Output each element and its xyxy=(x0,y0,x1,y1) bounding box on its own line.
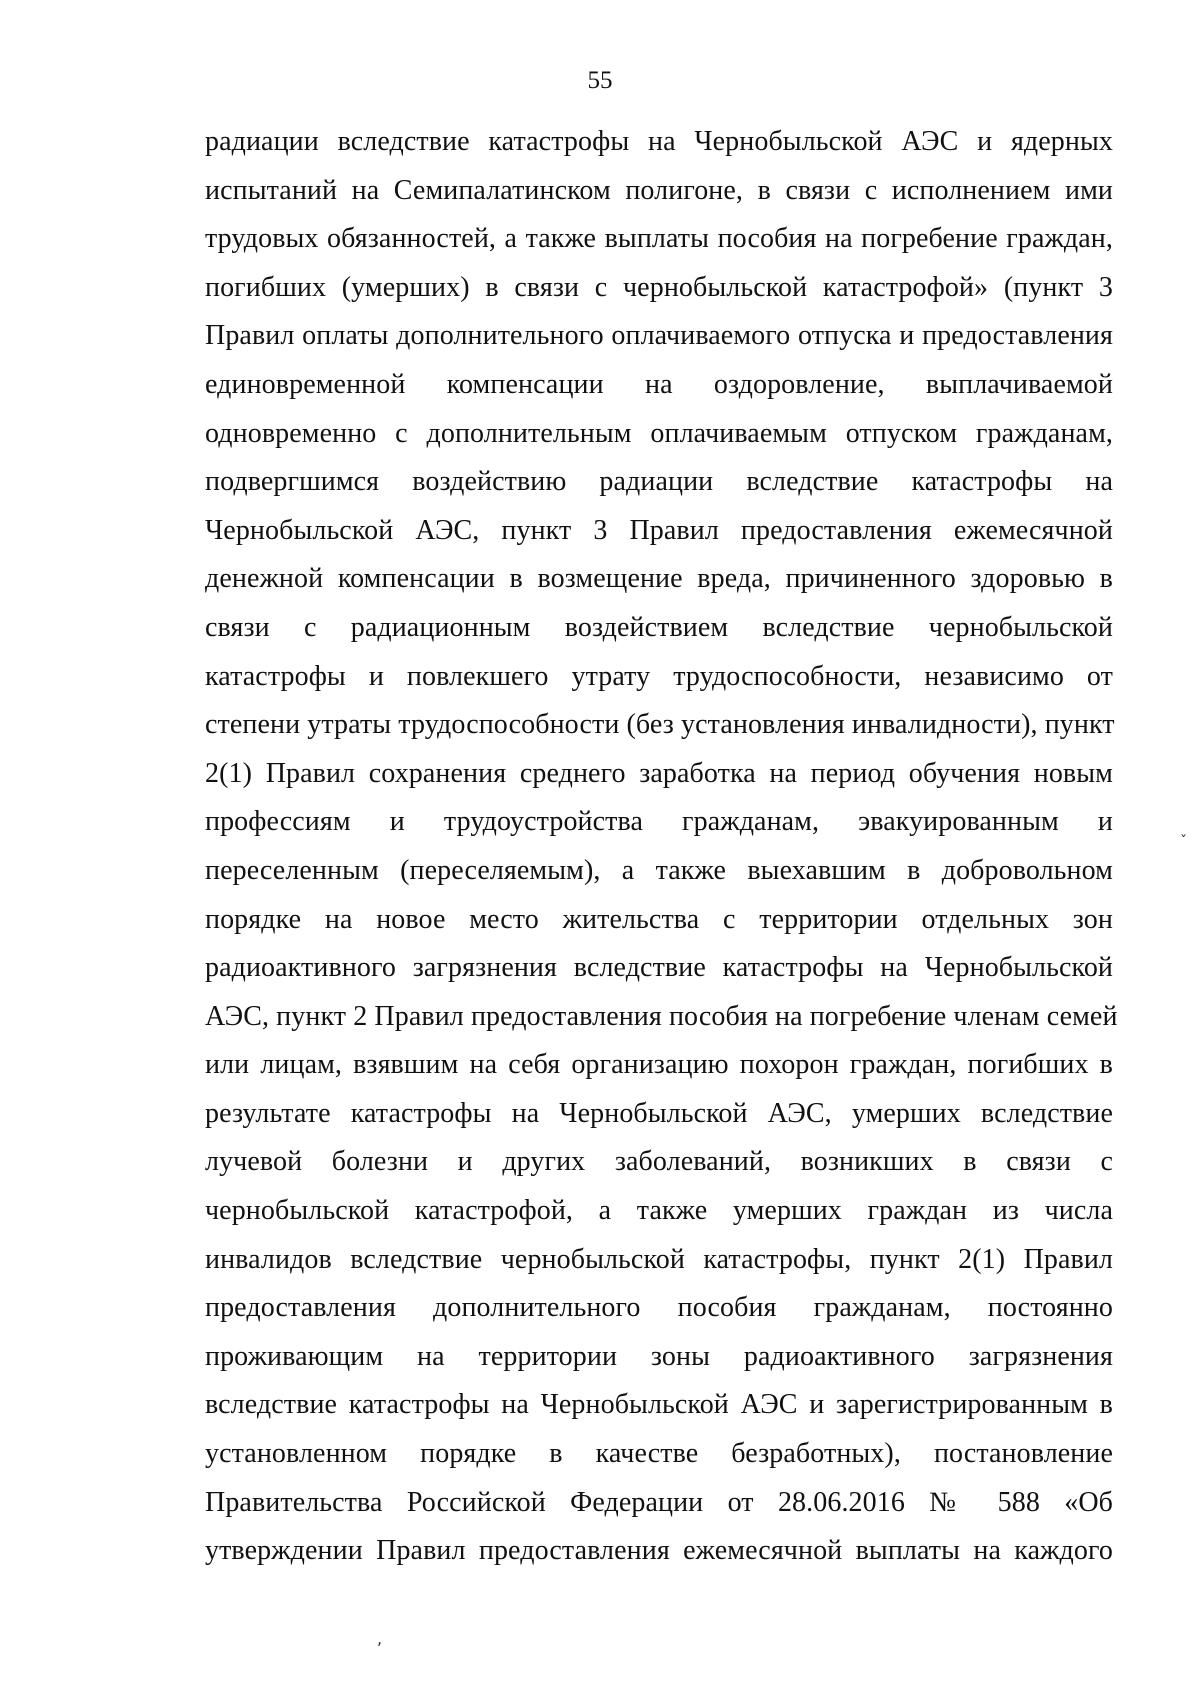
text-line: проживающим на территории зоны радиоактивного загрязнения xyxy=(205,1340,1113,1372)
text-line: предоставления дополнительного пособия гражданам, постоянно xyxy=(205,1292,1113,1324)
body-text xyxy=(205,118,1118,1576)
text-line: Чернобыльской АЭС, пункт 3 Правил предоставления ежемесячной xyxy=(205,514,1113,546)
text-line: радиации вследствие катастрофы на Чернобыльской АЭС и ядерных xyxy=(205,126,1113,157)
text-line: чернобыльской катастрофой, а также умерших граждан из числа xyxy=(205,1195,1113,1227)
text-line: результате катастрофы на Чернобыльской АЭС, умерших вследствие xyxy=(205,1097,1113,1129)
text-line: Правительства Российской Федерации от 28.06.2016 № 588 «Об xyxy=(205,1486,1113,1518)
scan-speck: ˇ xyxy=(1180,834,1187,850)
text-line: АЭС, пункт 2 Правил предоставления пособия на погребение членам семей xyxy=(205,1000,1118,1032)
text-line: радиоактивного загрязнения вследствие катастрофы на Чернобыльской xyxy=(205,952,1113,984)
text-line: установленном порядке в качестве безработных), постановление xyxy=(205,1438,1113,1470)
text-line: порядке на новое место жительства с территории отдельных зон xyxy=(205,903,1113,935)
text-line: подвергшимся воздействию радиации вследствие катастрофы на xyxy=(205,466,1113,498)
text-line: инвалидов вследствие чернобыльской катастрофы, пункт 2(1) Правил xyxy=(205,1243,1113,1275)
text-line: трудовых обязанностей, а также выплаты пособия на погребение граждан, xyxy=(205,223,1113,255)
text-line: единовременной компенсации на оздоровление, выплачиваемой xyxy=(205,368,1113,400)
text-line: переселенным (переселяемым), а также выехавшим в добровольном xyxy=(205,854,1113,886)
page-number: 55 xyxy=(587,67,613,94)
text-line: катастрофы и повлекшего утрату трудоспособности, независимо от xyxy=(205,660,1113,692)
text-line: профессиям и трудоустройства гражданам, эвакуированным и xyxy=(205,806,1113,838)
scan-speck: , xyxy=(377,1629,383,1648)
text-line: Правил оплаты дополнительного оплачиваемого отпуска и предоставления xyxy=(205,320,1113,352)
text-line: или лицам, взявшим на себя организацию похорон граждан, погибших в xyxy=(205,1049,1113,1081)
text-line: денежной компенсации в возмещение вреда, причиненного здоровью в xyxy=(205,563,1113,595)
text-line: вследствие катастрофы на Чернобыльской АЭС и зарегистрированным в xyxy=(205,1389,1113,1421)
text-line: 2(1) Правил сохранения среднего заработка на период обучения новым xyxy=(205,757,1113,789)
text-line: погибших (умерших) в связи с чернобыльской катастрофой» (пункт 3 xyxy=(205,271,1113,303)
text-line: степени утраты трудоспособности (без установления инвалидности), пункт xyxy=(205,709,1115,741)
text-line: связи с радиационным воздействием вследствие чернобыльской xyxy=(205,611,1113,643)
text-line: одновременно с дополнительным оплачиваемым отпуском гражданам, xyxy=(205,417,1113,449)
text-line: лучевой болезни и других заболеваний, возникших в связи с xyxy=(205,1146,1113,1178)
text-line: утверждении Правил предоставления ежемесячной выплаты на каждого xyxy=(205,1535,1113,1567)
text-line: испытаний на Семипалатинском полигоне, в связи с исполнением ими xyxy=(205,174,1113,206)
